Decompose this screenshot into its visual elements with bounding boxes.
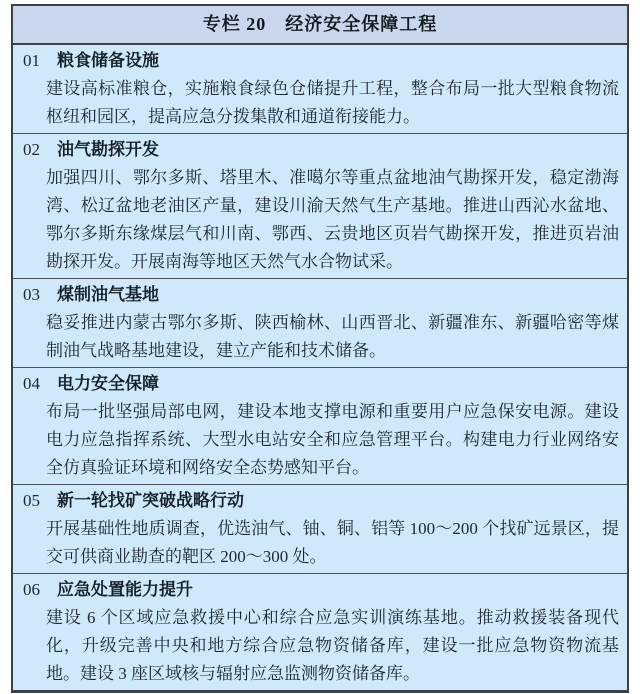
item-row [13,367,627,484]
item-body: 建设高标准粮仓，实施粮食绿色仓储提升工程，整合布局一批大型粮食物流枢纽和园区，提高应急分拨集散和通道衔接能力。 [46,79,619,126]
item-number: 02 [23,140,40,159]
item-row [13,278,627,367]
item-body: 布局一批坚强局部电网，建设本地支撑电源和重要用户应急保安电源。建设电力应急指挥系统、大型水电站安全和应急管理平台。构建电力行业网络安全仿真验证环境和网络安全态势感知平台。 [46,402,619,477]
item-body: 稳妥推进内蒙古鄂尔多斯、陕西榆林、山西晋北、新疆准东、新疆哈密等煤制油气战略基地建设，建立产能和技术储备。 [46,313,619,360]
item-row [13,484,627,573]
item-row [13,45,627,133]
item-number: 03 [23,285,40,304]
feature-box-economic-security [11,4,629,693]
item-title: 新一轮找矿突破战略行动 [57,491,244,510]
item-row [13,133,627,278]
item-heading [13,281,627,309]
item-heading [13,487,627,515]
item-title: 粮食储备设施 [57,51,159,70]
item-title: 电力安全保障 [57,374,159,393]
item-body: 加强四川、鄂尔多斯、塔里木、准噶尔等重点盆地油气勘探开发，稳定渤海湾、松辽盆地老油区产量，建设川渝天然气生产基地。推进山西沁水盆地、鄂尔多斯东缘煤层气和川南、鄂西、云贵地区页岩气勘探开发，推进页岩油勘探开发。开展南海等地区天然气水合物试采。 [46,168,619,271]
item-title: 油气勘探开发 [57,140,159,159]
item-title: 煤制油气基地 [57,285,159,304]
item-number: 04 [23,374,40,393]
item-number: 06 [23,580,40,599]
item-heading [13,47,627,75]
item-heading [13,576,627,604]
item-heading [13,136,627,164]
item-row [13,573,627,690]
item-title: 应急处置能力提升 [57,580,193,599]
item-body: 开展基础性地质调查，优选油气、铀、铜、铝等 100～200 个找矿远景区，提交可供商业勘查的靶区 200～300 处。 [46,519,619,566]
panel-title: 专栏 20 经济安全保障工程 [13,6,627,45]
item-number: 01 [23,51,40,70]
item-body: 建设 6 个区域应急救援中心和综合应急实训演练基地。推动救援装备现代化，升级完善中央和地方综合应急物资储备库，建设一批应急物资物流基地。建设 3 座区域核与辐射应急监测物资储备库。 [46,608,619,683]
item-heading [13,370,627,398]
item-number: 05 [23,491,40,510]
